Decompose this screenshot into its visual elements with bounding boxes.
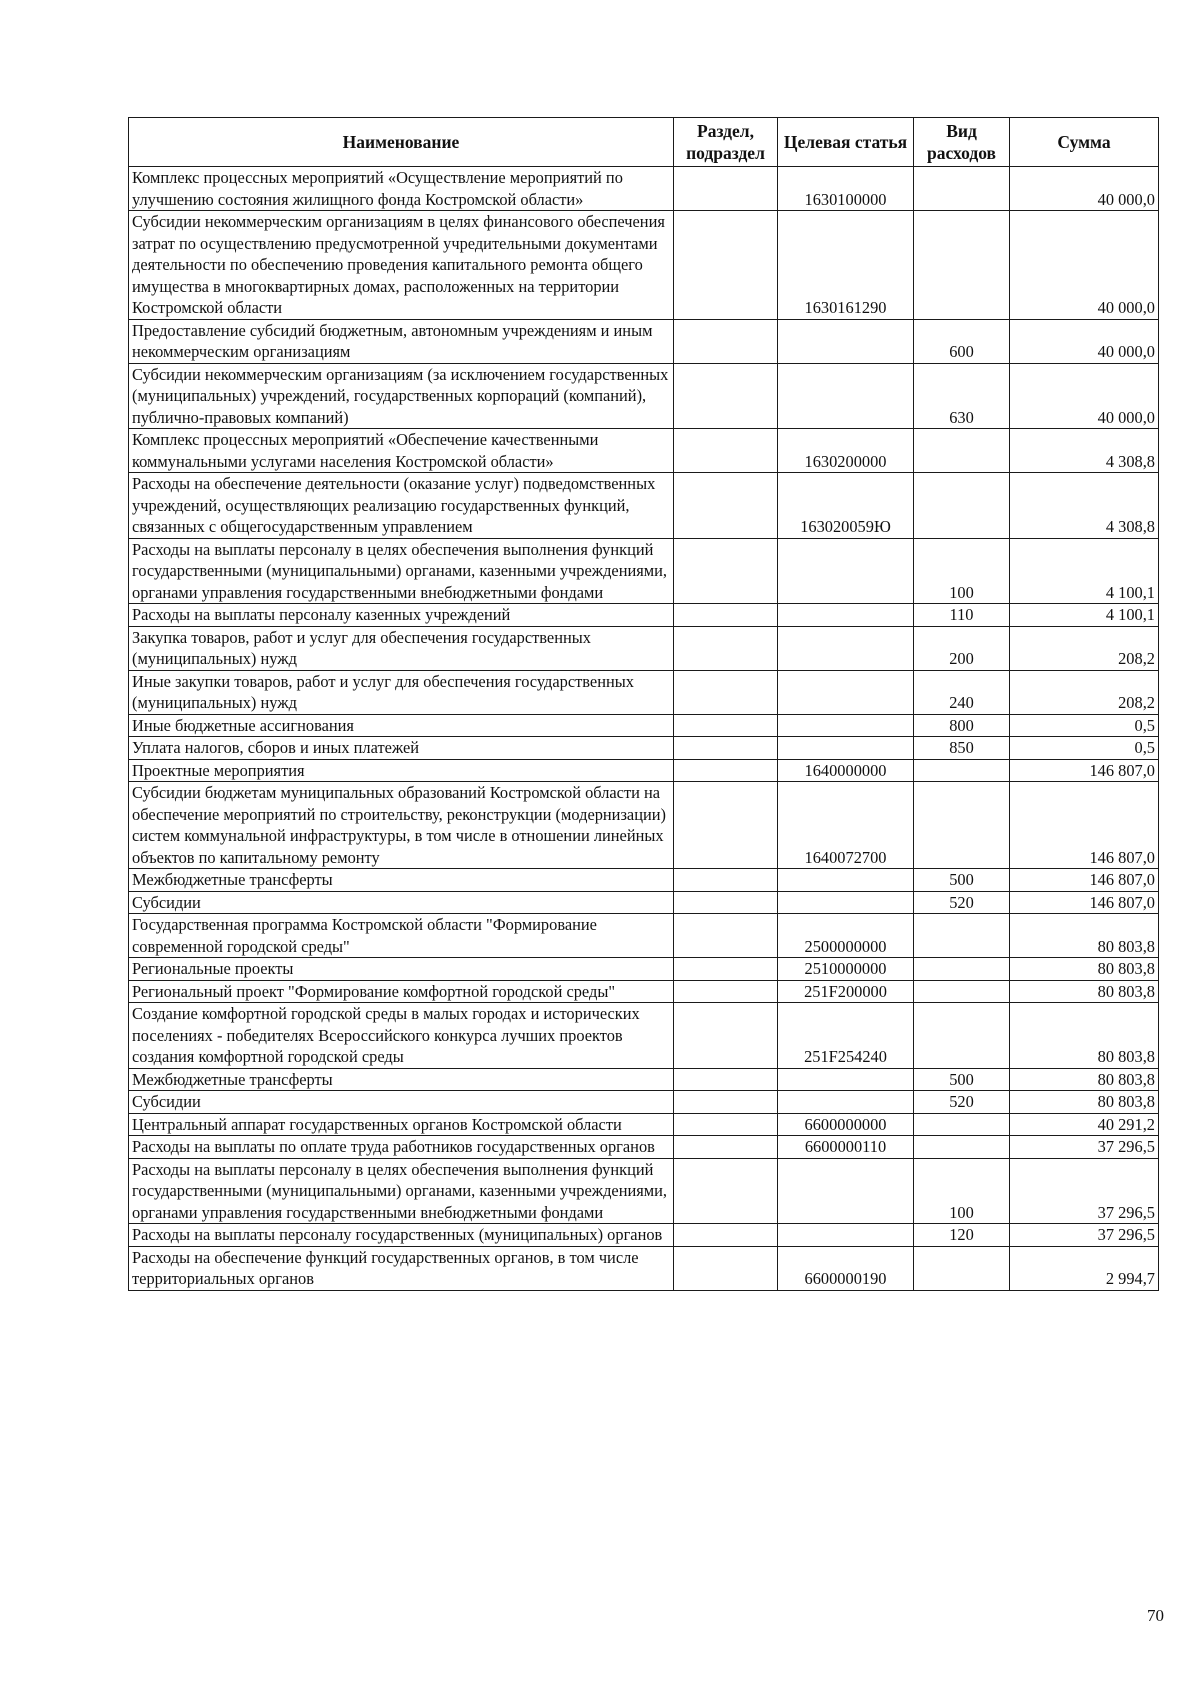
row-name: Государственная программа Костромской области "Формирование современной городской среды"	[129, 914, 674, 958]
row-sum: 40 000,0	[1010, 319, 1159, 363]
row-target	[778, 1158, 914, 1224]
row-target: 6600000190	[778, 1246, 914, 1290]
row-section	[674, 538, 778, 604]
row-sum: 80 803,8	[1010, 980, 1159, 1003]
row-sum: 40 291,2	[1010, 1113, 1159, 1136]
row-section	[674, 1158, 778, 1224]
row-name: Предоставление субсидий бюджетным, автономным учреждениям и иным некоммерческим организациям	[129, 319, 674, 363]
table-row	[129, 869, 1159, 892]
row-sum: 2 994,7	[1010, 1246, 1159, 1290]
row-sum: 80 803,8	[1010, 1091, 1159, 1114]
row-sum: 146 807,0	[1010, 759, 1159, 782]
table-row	[129, 980, 1159, 1003]
row-sum: 37 296,5	[1010, 1158, 1159, 1224]
row-name: Межбюджетные трансферты	[129, 1068, 674, 1091]
table-row	[129, 1158, 1159, 1224]
row-kind	[914, 1246, 1010, 1290]
row-section	[674, 211, 778, 320]
row-name: Расходы на выплаты персоналу государственных (муниципальных) органов	[129, 1224, 674, 1247]
row-sum: 80 803,8	[1010, 1068, 1159, 1091]
row-section	[674, 1113, 778, 1136]
row-section	[674, 319, 778, 363]
table-row	[129, 737, 1159, 760]
table-row	[129, 211, 1159, 320]
row-target: 6600000000	[778, 1113, 914, 1136]
row-target	[778, 319, 914, 363]
table-row	[129, 1136, 1159, 1159]
row-sum: 37 296,5	[1010, 1136, 1159, 1159]
row-kind	[914, 914, 1010, 958]
table-header-row	[129, 118, 1159, 167]
row-kind	[914, 782, 1010, 869]
row-name: Создание комфортной городской среды в малых городах и исторических поселениях - победителях Всероссийского конкурса лучших проектов создания комфортной городской среды	[129, 1003, 674, 1069]
row-section	[674, 363, 778, 429]
row-name: Расходы на выплаты персоналу в целях обеспечения выполнения функций государственными (муниципальными) органами, казенными учреждениями, органами управления государственными внебюджетными фондами	[129, 1158, 674, 1224]
header-section: Раздел, подраздел	[674, 118, 778, 167]
row-sum: 0,5	[1010, 737, 1159, 760]
row-kind	[914, 958, 1010, 981]
row-sum: 40 000,0	[1010, 363, 1159, 429]
row-kind	[914, 759, 1010, 782]
row-sum: 146 807,0	[1010, 891, 1159, 914]
row-target: 2500000000	[778, 914, 914, 958]
row-target	[778, 1224, 914, 1247]
row-section	[674, 958, 778, 981]
row-section	[674, 1068, 778, 1091]
row-kind	[914, 1113, 1010, 1136]
row-sum: 80 803,8	[1010, 914, 1159, 958]
row-sum: 146 807,0	[1010, 782, 1159, 869]
row-sum: 146 807,0	[1010, 869, 1159, 892]
row-section	[674, 891, 778, 914]
row-section	[674, 604, 778, 627]
row-sum: 208,2	[1010, 670, 1159, 714]
table-row	[129, 958, 1159, 981]
row-name: Комплекс процессных мероприятий «Обеспечение качественными коммунальными услугами населения Костромской области»	[129, 429, 674, 473]
row-target	[778, 891, 914, 914]
row-sum: 40 000,0	[1010, 167, 1159, 211]
table-row	[129, 759, 1159, 782]
row-section	[674, 1003, 778, 1069]
row-section	[674, 914, 778, 958]
row-name: Расходы на выплаты персоналу казенных учреждений	[129, 604, 674, 627]
row-target: 1630161290	[778, 211, 914, 320]
budget-table	[128, 117, 1159, 1291]
row-name: Иные закупки товаров, работ и услуг для обеспечения государственных (муниципальных) нужд	[129, 670, 674, 714]
row-target: 1630200000	[778, 429, 914, 473]
row-name: Расходы на обеспечение деятельности (оказание услуг) подведомственных учреждений, осуществляющих реализацию государственных функций, связанных с общегосударственным управлением	[129, 473, 674, 539]
table-row	[129, 538, 1159, 604]
row-sum: 4 308,8	[1010, 473, 1159, 539]
table-row	[129, 363, 1159, 429]
row-name: Расходы на выплаты персоналу в целях обеспечения выполнения функций государственными (муниципальными) органами, казенными учреждениями, органами управления государственными внебюджетными фондами	[129, 538, 674, 604]
row-kind: 630	[914, 363, 1010, 429]
row-kind	[914, 167, 1010, 211]
row-kind: 110	[914, 604, 1010, 627]
row-section	[674, 1246, 778, 1290]
row-target: 251F200000	[778, 980, 914, 1003]
row-section	[674, 1091, 778, 1114]
table-row	[129, 914, 1159, 958]
page-number: 70	[1147, 1606, 1164, 1625]
table-row	[129, 670, 1159, 714]
row-name: Субсидии некоммерческим организациям (за исключением государственных (муниципальных) учреждений, государственных корпораций (компаний), публично-правовых компаний)	[129, 363, 674, 429]
row-kind: 500	[914, 1068, 1010, 1091]
row-sum: 208,2	[1010, 626, 1159, 670]
row-kind	[914, 211, 1010, 320]
row-sum: 80 803,8	[1010, 958, 1159, 981]
row-kind	[914, 429, 1010, 473]
row-kind: 520	[914, 1091, 1010, 1114]
row-section	[674, 759, 778, 782]
row-kind: 600	[914, 319, 1010, 363]
row-kind: 240	[914, 670, 1010, 714]
table-row	[129, 626, 1159, 670]
row-kind: 520	[914, 891, 1010, 914]
row-kind	[914, 980, 1010, 1003]
row-section	[674, 782, 778, 869]
table-row	[129, 891, 1159, 914]
row-kind	[914, 1003, 1010, 1069]
table-row	[129, 429, 1159, 473]
row-section	[674, 1136, 778, 1159]
row-kind: 800	[914, 714, 1010, 737]
header-sum: Сумма	[1010, 118, 1159, 167]
row-name: Межбюджетные трансферты	[129, 869, 674, 892]
row-section	[674, 869, 778, 892]
row-name: Субсидии	[129, 1091, 674, 1114]
row-target	[778, 604, 914, 627]
row-name: Иные бюджетные ассигнования	[129, 714, 674, 737]
row-name: Региональный проект "Формирование комфортной городской среды"	[129, 980, 674, 1003]
row-kind	[914, 1136, 1010, 1159]
table-row	[129, 1003, 1159, 1069]
row-kind: 100	[914, 1158, 1010, 1224]
row-name: Центральный аппарат государственных органов Костромской области	[129, 1113, 674, 1136]
row-kind: 200	[914, 626, 1010, 670]
row-target	[778, 1068, 914, 1091]
row-section	[674, 737, 778, 760]
row-target	[778, 737, 914, 760]
row-target	[778, 670, 914, 714]
row-name: Расходы на выплаты по оплате труда работников государственных органов	[129, 1136, 674, 1159]
table-row	[129, 319, 1159, 363]
table-row	[129, 473, 1159, 539]
row-target	[778, 1091, 914, 1114]
row-name: Субсидии	[129, 891, 674, 914]
row-target: 1640000000	[778, 759, 914, 782]
row-name: Субсидии бюджетам муниципальных образований Костромской области на обеспечение мероприятий по строительству, реконструкции (модернизации) систем коммунальной инфраструктуры, в том числе в отношении линейных объектов по капитальному ремонту	[129, 782, 674, 869]
row-section	[674, 1224, 778, 1247]
row-sum: 80 803,8	[1010, 1003, 1159, 1069]
row-section	[674, 167, 778, 211]
row-section	[674, 714, 778, 737]
row-sum: 4 308,8	[1010, 429, 1159, 473]
row-sum: 4 100,1	[1010, 538, 1159, 604]
row-kind: 500	[914, 869, 1010, 892]
row-target	[778, 626, 914, 670]
row-target: 1640072700	[778, 782, 914, 869]
row-section	[674, 429, 778, 473]
row-section	[674, 473, 778, 539]
table-row	[129, 1224, 1159, 1247]
row-target	[778, 363, 914, 429]
row-sum: 40 000,0	[1010, 211, 1159, 320]
row-target	[778, 714, 914, 737]
table-row	[129, 1091, 1159, 1114]
row-kind: 850	[914, 737, 1010, 760]
row-sum: 0,5	[1010, 714, 1159, 737]
row-target: 251F254240	[778, 1003, 914, 1069]
table-row	[129, 782, 1159, 869]
row-target: 1630100000	[778, 167, 914, 211]
row-target	[778, 538, 914, 604]
table-row	[129, 604, 1159, 627]
row-name: Проектные мероприятия	[129, 759, 674, 782]
header-target: Целевая статья	[778, 118, 914, 167]
row-sum: 4 100,1	[1010, 604, 1159, 627]
row-target: 163020059Ю	[778, 473, 914, 539]
row-target: 2510000000	[778, 958, 914, 981]
row-kind	[914, 473, 1010, 539]
table-row	[129, 714, 1159, 737]
header-kind: Вид расходов	[914, 118, 1010, 167]
row-target: 6600000110	[778, 1136, 914, 1159]
header-name: Наименование	[129, 118, 674, 167]
row-name: Закупка товаров, работ и услуг для обеспечения государственных (муниципальных) нужд	[129, 626, 674, 670]
row-name: Субсидии некоммерческим организациям в целях финансового обеспечения затрат по осуществлению предусмотренной учредительными документами деятельности по обеспечению проведения капитального ремонта общего имущества в многоквартирных домах, расположенных на территории Костромской области	[129, 211, 674, 320]
row-name: Региональные проекты	[129, 958, 674, 981]
row-name: Уплата налогов, сборов и иных платежей	[129, 737, 674, 760]
row-name: Комплекс процессных мероприятий «Осуществление мероприятий по улучшению состояния жилищного фонда Костромской области»	[129, 167, 674, 211]
row-target	[778, 869, 914, 892]
table-row	[129, 1113, 1159, 1136]
table-row	[129, 1246, 1159, 1290]
row-kind: 100	[914, 538, 1010, 604]
row-name: Расходы на обеспечение функций государственных органов, в том числе территориальных органов	[129, 1246, 674, 1290]
row-section	[674, 626, 778, 670]
table-row	[129, 1068, 1159, 1091]
row-section	[674, 670, 778, 714]
row-kind: 120	[914, 1224, 1010, 1247]
row-section	[674, 980, 778, 1003]
table-row	[129, 167, 1159, 211]
row-sum: 37 296,5	[1010, 1224, 1159, 1247]
